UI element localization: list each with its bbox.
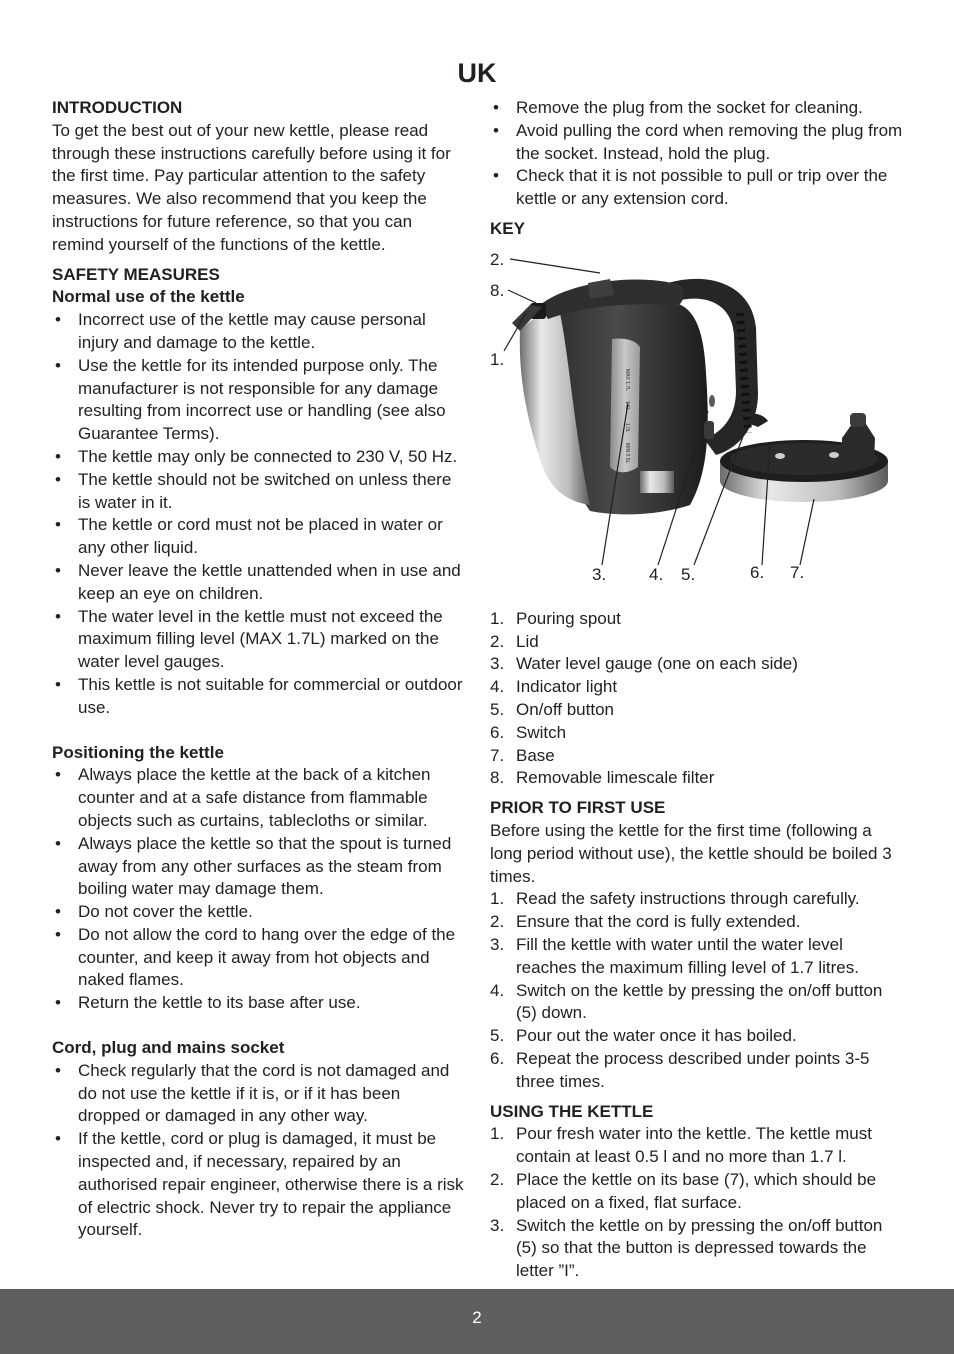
prior-step: 1. Read the safety instructions through carefully.: [490, 889, 860, 909]
gauge-mark-max: MAX 1.7L: [624, 368, 630, 391]
key-item: 6. Switch: [490, 722, 567, 742]
using-steps: [490, 1123, 904, 1283]
list-item: • The kettle may only be connected to 230 V, 50 Hz.: [52, 446, 464, 469]
kettle-drawing: [490, 243, 904, 608]
prior-step: 5. Pour out the water once it has boiled.: [490, 1026, 797, 1046]
cord-continued-list: [490, 97, 904, 211]
list-item: • The water level in the kettle must not exceed the maximum filling level (MAX 1.7L) marked on the water level gauges.: [52, 606, 464, 674]
safety-heading: SAFETY MEASURES: [52, 264, 220, 284]
using-step: 3. Switch the kettle on by pressing the on/off button (5) so that the button is depressed towards the letter ”I”.: [490, 1215, 883, 1281]
gauge-mark-1-5: 1.5L: [624, 400, 630, 411]
right-column: [490, 97, 904, 1283]
callout-3: 3.: [592, 564, 607, 584]
key-item: 7. Base: [490, 745, 555, 765]
callout-6: 6.: [750, 562, 765, 582]
list-item: • The kettle should not be switched on unless there is water in it.: [52, 469, 464, 515]
introduction-heading: INTRODUCTION: [52, 98, 183, 117]
kettle-illustration: [490, 243, 904, 608]
key-item: 8. Removable limescale filter: [490, 768, 715, 788]
gauge-mark-min: MIN 0.5L: [624, 442, 630, 464]
page-title: UK: [457, 58, 497, 88]
callout-5: 5.: [681, 564, 696, 584]
list-item: • The kettle or cord must not be placed in water or any other liquid.: [52, 514, 464, 560]
using-heading: USING THE KETTLE: [490, 1101, 654, 1121]
list-item: • Avoid pulling the cord when removing the plug from the socket. Instead, hold the plug.: [490, 120, 904, 166]
using-step: 1. Pour fresh water into the kettle. The kettle must contain at least 0.5 l and no more than 1.7 l.: [490, 1124, 872, 1167]
key-list: [490, 608, 904, 790]
positioning-heading: Positioning the kettle: [52, 742, 224, 762]
list-item: • Never leave the kettle unattended when in use and keep an eye on children.: [52, 560, 464, 606]
list-item: • Do not cover the kettle.: [52, 901, 464, 924]
positioning-list: [52, 764, 464, 1015]
list-item: • Do not allow the cord to hang over the edge of the counter, and keep it away from hot objects and naked flames.: [52, 924, 464, 992]
prior-step: 2. Ensure that the cord is fully extended.: [490, 912, 801, 932]
prior-steps: [490, 888, 904, 1093]
gauge-mark-1-0: 1.0L: [624, 422, 630, 433]
callout-1: 1.: [490, 349, 505, 369]
callout-4: 4.: [649, 564, 664, 584]
list-item: • Always place the kettle so that the spout is turned away from any other surfaces as the steam from boiling water may damage them.: [52, 833, 464, 901]
normal-use-heading: Normal use of the kettle: [52, 287, 245, 307]
key-heading: KEY: [490, 218, 525, 238]
list-item: • Check that it is not possible to pull or trip over the kettle or any extension cord.: [490, 165, 904, 211]
cord-list: [52, 1060, 464, 1242]
page-number: 2: [472, 1308, 482, 1327]
key-item: 4. Indicator light: [490, 677, 618, 697]
list-item: • This kettle is not suitable for commercial or outdoor use.: [52, 674, 464, 720]
prior-heading: PRIOR TO FIRST USE: [490, 798, 666, 818]
callout-7: 7.: [790, 562, 805, 582]
normal-use-list: [52, 309, 464, 719]
using-step: 2. Place the kettle on its base (7), which should be placed on a fixed, flat surface.: [490, 1169, 877, 1212]
prior-step: 6. Repeat the process described under points 3-5 three times.: [490, 1048, 870, 1091]
prior-text: Before using the kettle for the first time (following a long period without use), the kettle should be boiled 3 times.: [490, 820, 892, 886]
cord-heading: Cord, plug and mains socket: [52, 1038, 285, 1058]
list-item: • Remove the plug from the socket for cleaning.: [490, 97, 904, 120]
list-item: • Always place the kettle at the back of a kitchen counter and at a safe distance from flammable objects such as curtains, tablecloths or similar.: [52, 764, 464, 832]
key-item: 3. Water level gauge (one on each side): [490, 654, 798, 674]
list-item: • Return the kettle to its base after use.: [52, 992, 464, 1015]
introduction-text: To get the best out of your new kettle, please read through these instructions carefully before using it for the first time. Pay particular attention to the safety measures. We also recommend that you keep the instructions for future reference, so that you can remind yourself of the functions of the kettle.: [52, 120, 451, 254]
list-item: • Use the kettle for its intended purpose only. The manufacturer is not responsible for any damage resulting from incorrect use or handling (see also Guarantee Terms).: [52, 355, 464, 446]
prior-step: 4. Switch on the kettle by pressing the on/off button (5) down.: [490, 980, 883, 1023]
footer-bar: [0, 1289, 954, 1354]
key-item: 1. Pouring spout: [490, 608, 621, 628]
list-item: • Incorrect use of the kettle may cause personal injury and damage to the kettle.: [52, 309, 464, 355]
callout-2: 2.: [490, 249, 505, 269]
list-item: • Check regularly that the cord is not damaged and do not use the kettle if it is, or if it has been dropped or damaged in any other way.: [52, 1060, 464, 1128]
left-column: [52, 97, 464, 1242]
key-item: 2. Lid: [490, 631, 539, 651]
callout-8: 8.: [490, 280, 505, 300]
list-item: • If the kettle, cord or plug is damaged, it must be inspected and, if necessary, repaired by an authorised repair engineer, otherwise there is a risk of electric shock. Never try to repair the appliance yourself.: [52, 1128, 464, 1242]
prior-step: 3. Fill the kettle with water until the water level reaches the maximum filling level of 1.7 litres.: [490, 934, 859, 977]
key-item: 5. On/off button: [490, 699, 614, 719]
